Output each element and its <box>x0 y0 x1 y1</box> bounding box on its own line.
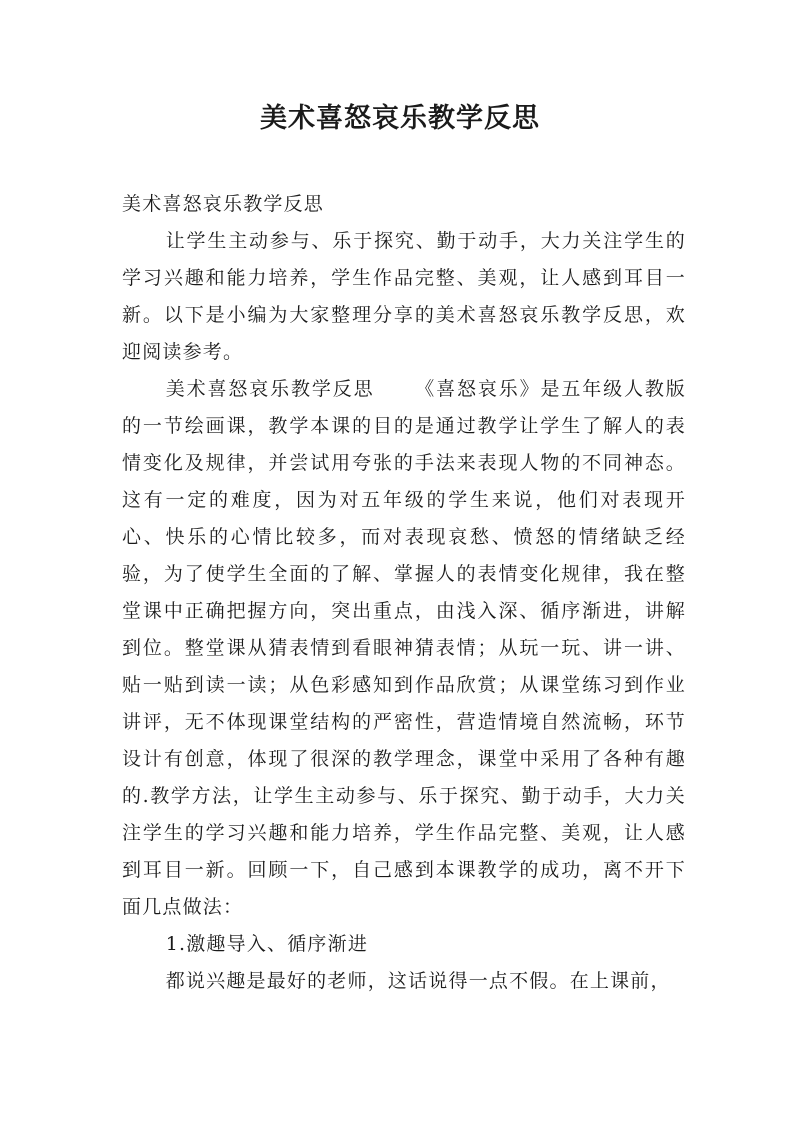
main-paragraph <box>122 371 686 926</box>
subtitle-line: 美术喜怒哀乐教学反思 <box>122 193 325 215</box>
last-paragraph: 都说兴趣是最好的老师，这话说得一点不假。在上课前， <box>165 970 671 992</box>
section-heading: 美术喜怒哀乐教学反思 <box>165 378 375 400</box>
intro-paragraph: 让学生主动参与、乐于探究、勤于动手，大力关注学生的学习兴趣和能力培养，学生作品完整、美观，让人感到耳目一新。以下是小编为大家整理分享的美术喜怒哀乐教学反思，欢迎阅读参考。 <box>122 230 686 363</box>
document-title: 美术喜怒哀乐教学反思 <box>260 103 540 134</box>
document-body <box>122 186 686 1000</box>
main-paragraph-text: 《喜怒哀乐》是五年级人教版的一节绘画课，教学本课的目的是通过教学让学生了解人的表情变化及规律，并尝试用夸张的手法来表现人物的不同神态。这有一定的难度，因为对五年级的学生来说，他们对表现开心、快乐的心情比较多，而对表现哀愁、愤怒的情绪缺乏经验，为了使学生全面的了解、掌握人的表情变化规律，我在整堂课中正确把握方向，突出重点，由浅入深、循序渐进，讲解到位。整堂课从猜表情到看眼神猜表情；从玩一玩、讲一讲、贴一贴到读一读；从色彩感知到作品欣赏；从课堂练习到作业讲评，无不体现课堂结构的严密性，营造情境自然流畅，环节设计有创意，体现了很深的教学理念，课堂中采用了各种有趣的.教学方法，让学生主动参与、乐于探究、勤于动手，大力关注学生的学习兴趣和能力培养，学生作品完整、美观，让人感到耳目一新。回顾一下，自己感到本课教学的成功，离不开下面几点做法： <box>122 378 686 918</box>
point-heading-1: 1.激趣导入、循序渐进 <box>165 933 369 955</box>
